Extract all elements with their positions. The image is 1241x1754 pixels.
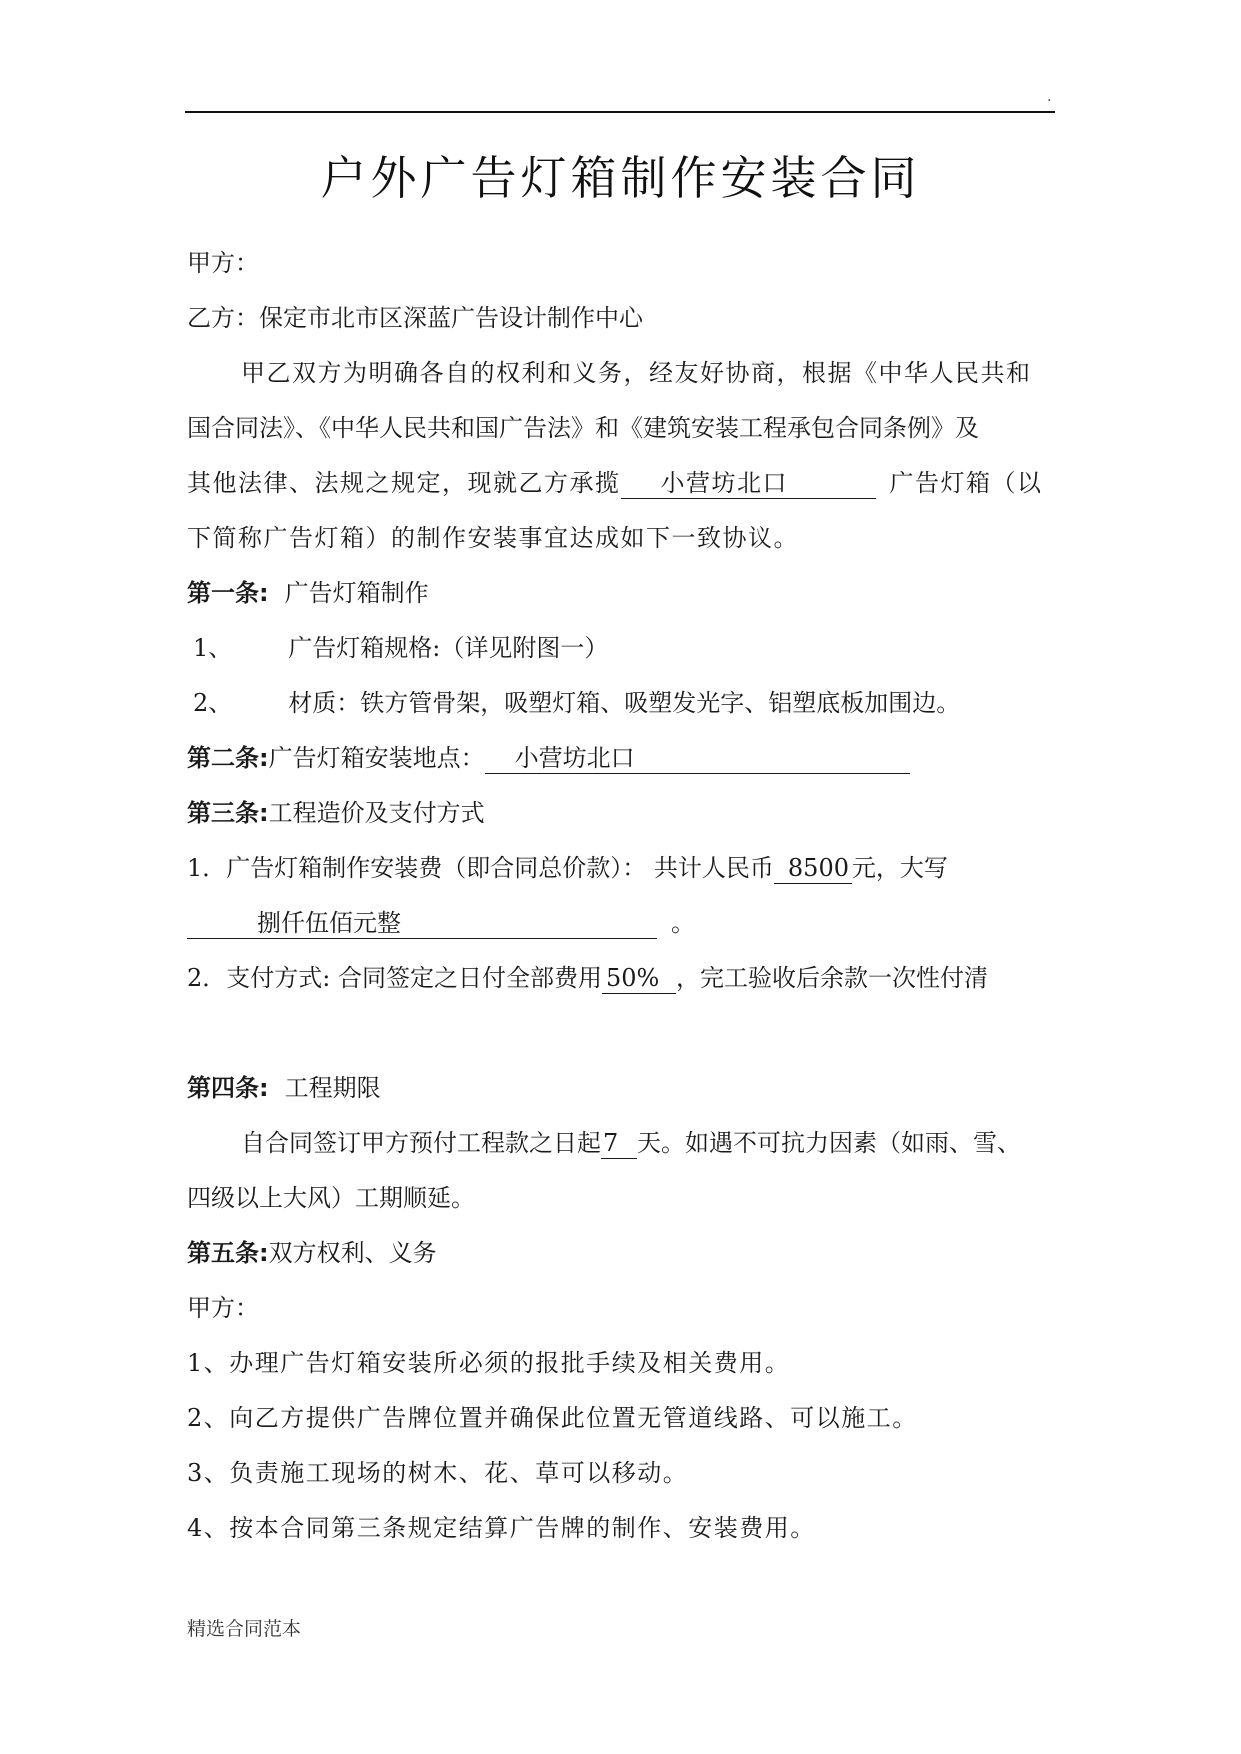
install-location-fill: 小营坊北口 [485, 743, 910, 774]
article-4-heading: 第四条: 工程期限 [187, 1074, 381, 1102]
intro-line-3-after: 广告灯箱（以 [889, 469, 1043, 497]
party-a-duty-2: 2、向乙方提供广告牌位置并确保此位置无管道线路、可以施工。 [187, 1404, 918, 1432]
intro-line-2: 国合同法》、《中华人民共和国广告法》和《建筑安装工程承包合同条例》及 [187, 414, 979, 442]
party-a-line [187, 245, 1067, 281]
article-2-title: 广告灯箱安装地点： [268, 744, 485, 772]
duration-days-fill: 7 [601, 1128, 637, 1159]
article-3-heading: 第三条:工程造价及支付方式 [187, 799, 485, 827]
party-b-name: 保定市北市区深蓝广告设计制作中心 [259, 304, 643, 332]
document-title: 户外广告灯箱制作安装合同 [320, 151, 921, 205]
intro-line-1: 甲乙双方为明确各自的权利和义务，经友好协商，根据《中华人民共和 [241, 359, 1032, 387]
party-b-label: 乙方： [187, 304, 259, 332]
article-3-amount-upper: 捌仟伍佰元整 。 [187, 905, 1067, 941]
article-1-label: 第一条 [187, 579, 259, 607]
article-3-item-2: 2．支付方式: 合同签定之日付全部费用 50% ，完工验收后余款一次性付清 [187, 964, 988, 992]
article-2-label: 第二条 [187, 744, 259, 772]
contract-amount-fill: 8500 [774, 853, 852, 884]
article-3-item-1: 1．广告灯箱制作安装费（即合同总价款）： 共计人民币 8500 元，大写 [187, 854, 948, 882]
party-a-duty-4: 4、按本合同第三条规定结算广告牌的制作、安装费用。 [187, 1514, 816, 1542]
article-1-item-1: 1、 广告灯箱规格:（详见附图一） [193, 634, 609, 662]
corner-mark: . [1047, 89, 1052, 105]
article-4-label: 第四条 [187, 1074, 259, 1102]
article-3-title: 工程造价及支付方式 [268, 799, 485, 827]
intro-line-3 [187, 465, 1067, 501]
article-3-label: 第三条 [187, 799, 259, 827]
header-rule [185, 111, 1055, 113]
party-a-duty-1: 1、办理广告灯箱安装所必须的报批手续及相关费用。 [187, 1349, 791, 1377]
party-a-duty-3: 3、负责施工现场的树木、花、草可以移动。 [187, 1459, 689, 1487]
article-5-title: 双方权利、义务 [268, 1239, 437, 1267]
amount-in-words-fill: 捌仟伍佰元整 [187, 908, 657, 939]
article-1-item-2: 2、 材质：铁方管骨架，吸塑灯箱、吸塑发光字、铝塑底板加围边。 [193, 689, 961, 717]
article-2-heading: 第二条:广告灯箱安装地点： 小营坊北口 [187, 740, 1067, 776]
article-1-heading: 第一条: 广告灯箱制作 [187, 579, 429, 607]
article-4-title: 工程期限 [284, 1074, 381, 1102]
page-footer: 精选合同范本 [187, 1618, 302, 1640]
article-5-label: 第五条 [187, 1239, 259, 1267]
intro-line-4: 下简称广告灯箱）的制作安装事宜达成如下一致协议。 [187, 524, 799, 552]
article-4-line-2: 四级以上大风）工期顺延。 [187, 1184, 475, 1212]
payment-percent-fill: 50% [602, 963, 676, 994]
article-1-title: 广告灯箱制作 [284, 579, 429, 607]
party-b-line [187, 300, 1067, 336]
party-a-label: 甲方： [187, 249, 259, 277]
intro-line-3-before: 其他法律、法规之规定，现就乙方承揽 [187, 469, 621, 497]
article-5-heading: 第五条:双方权利、义务 [187, 1239, 437, 1267]
article-5-party-a-label: 甲方： [187, 1294, 259, 1322]
project-location-fill: 小营坊北口 [621, 468, 876, 499]
article-4-line-1: 自合同签订甲方预付工程款之日起7 天。如遇不可抗力因素（如雨、雪、 [241, 1129, 1021, 1157]
